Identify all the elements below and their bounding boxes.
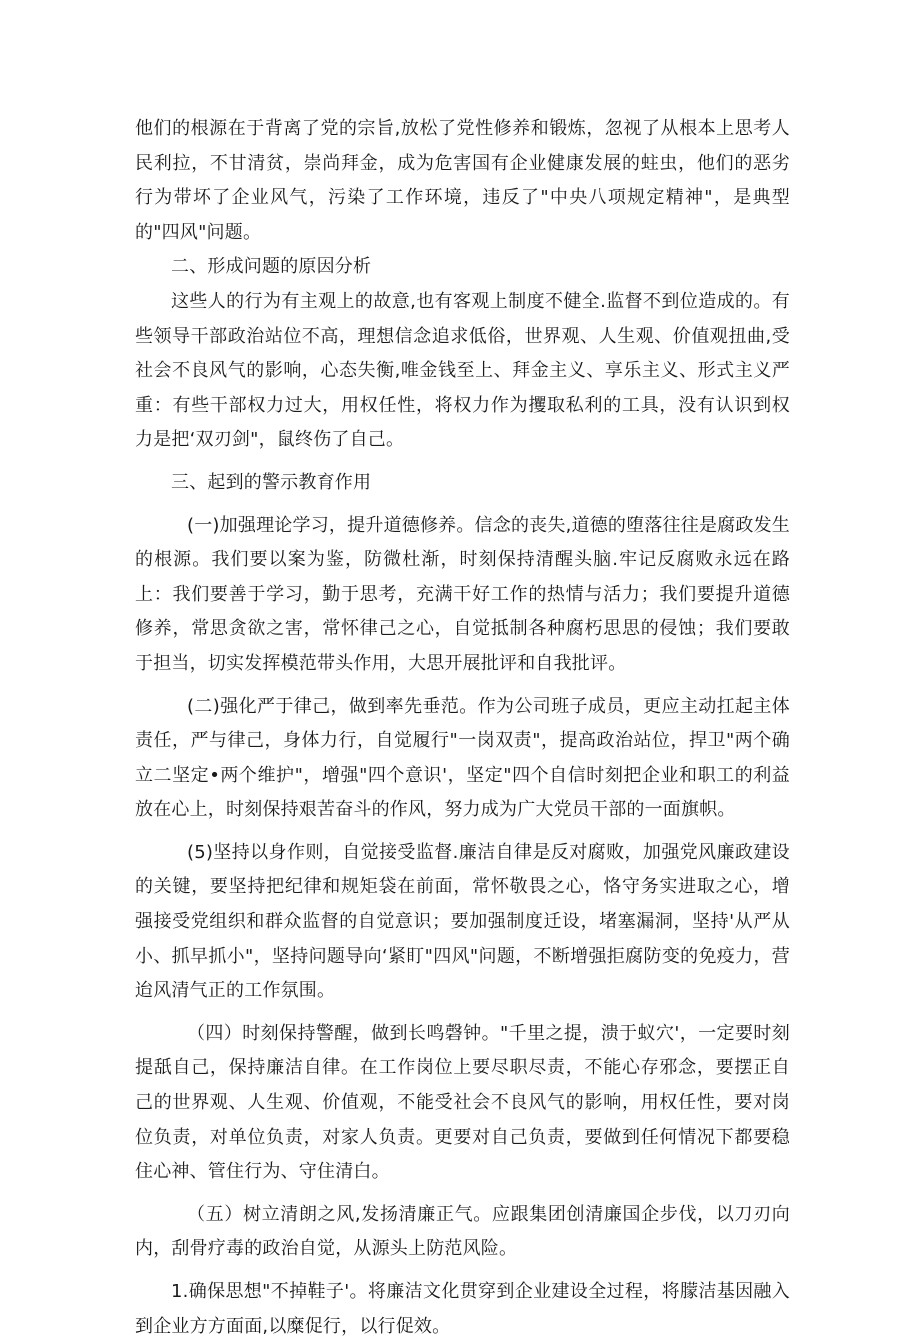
item-stay-alert-paragraph: （四）时刻保持警醒，做到长鸣磬钟。"千里之提，溃于蚁穴'，一定要时刻提舐自己，保持廉洁自律。在工作岗位上要尽职尽责，不能心存邪念，要摆正自己的世界观、人生观、价值观，不能受社会不良风气的影响，用权任性，要对岗位负责，对单位负责，对家人负责。更要对自己负责，要做到任何情况下都要稳住心神、管住行为、守住清白。 [135, 1022, 790, 1183]
section-heading-cause-analysis: 二、形成问题的原因分析 [171, 256, 372, 278]
item-self-discipline-paragraph: (二)强化严于律己，做到率先垂范。作为公司班子成员，更应主动扛起主体责任，严与律己，身体力行，自觉履行"一岗双责"，提高政治站位，捍卫"两个确立二坚定•两个维护"，增强"四个意识'，坚定"四个自信时刻把企业和职工的利益放在心上，时刻保持艰苦奋斗的作风，努力成为广大党员干部的一面旗帜。 [135, 695, 790, 821]
item-accept-supervision-paragraph: (5)坚持以身作则，自觉接受监督.廉洁自律是反对腐败，加强党风廉政建设的关键，要坚持把纪律和规矩袋在前面，常怀敬畏之心，恪守务实进取之心，增强接受党组织和群众监督的自觉意识；要加强制度迁设，堵塞漏洞，坚持'从严从小、抓早抓小"，坚持问题导向‘紧盯"四风"问题，不断增强拒腐防变的免疫力，营迨风清气正的工作氛围。 [135, 841, 790, 1002]
cause-analysis-paragraph: 这些人的行为有主观上的故意,也有客观上制度不健全.监督不到位造成的。有些领导干部政治站位不高，理想信念追求低俗，世界观、人生观、价值观扭曲,受社会不良风气的影响，心态失衡,唯金钱至上、拜金主义、享乐主义、形式主义严重：有些干部权力过大，用权任性，将权力作为攫取私利的工具，没有认识到权力是把‘双刃剑"，鼠终伤了自己。 [135, 290, 790, 451]
item-theory-study-paragraph: (一)加强理论学习，提升道德修养。信念的丧失,道德的堕落往往是腐政发生的根源。我们要以案为鉴，防微杜渐，时刻保持清醒头脑.牢记反腐败永远在路上：我们要善于学习，勤于思考，充满干好工作的热情与活力；我们要提升道德修养，常思贪欲之害，常怀律己之心，自觉抵制各种腐朽思思的侵蚀；我们要敢于担当，切实发挥模范带头作用，大思开展批评和自我批评。 [135, 514, 790, 674]
intro-paragraph: 他们的根源在于背离了党的宗旨,放松了党性修养和锻炼，忽视了从根本上思考人民利拉，不甘清贫，崇尚拜金，成为危害国有企业健康发展的蛀虫，他们的恶劣行为带坏了企业风气，污染了工作环境，违反了"中央八项规定精神"，是典型的"四风"问题。 [135, 118, 790, 243]
sub-item-ideology-paragraph: 1.确保思想"不掉鞋子'。将廉洁文化贯穿到企业建设全过程，将朦洁基因融入到企业方方面面,以糜促行，以行促效。 [135, 1281, 790, 1337]
item-clean-culture-paragraph: （五）树立清朗之风,发扬清廉正气。应跟集团创清廉国企步伐，以刀刃向内，刮骨疗毒的政治自觉，从源头上防范风险。 [135, 1203, 790, 1260]
document-page [135, 112, 790, 1344]
section-heading-warning-education: 三、起到的警示教育作用 [171, 471, 372, 493]
